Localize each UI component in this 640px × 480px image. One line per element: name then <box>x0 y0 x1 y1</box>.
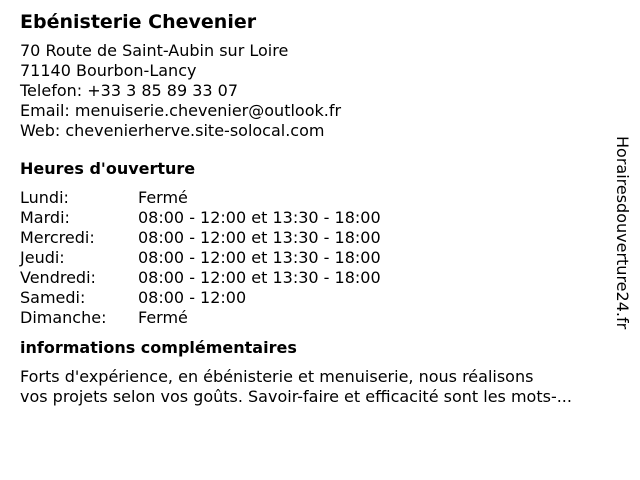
hours-row-sunday <box>20 308 381 328</box>
hours-row-monday <box>20 188 381 208</box>
day-label: Dimanche: <box>20 308 107 327</box>
hours-value: 08:00 - 12:00 <box>138 288 247 307</box>
business-card <box>20 10 620 407</box>
day-label: Lundi: <box>20 188 69 207</box>
hours-value: 08:00 - 12:00 et 13:30 - 18:00 <box>138 228 381 247</box>
hours-value: Fermé <box>138 188 188 207</box>
website-line: Web: chevenierherve.site-solocal.com <box>20 121 325 140</box>
hours-value: 08:00 - 12:00 et 13:30 - 18:00 <box>138 248 381 267</box>
hours-value: 08:00 - 12:00 et 13:30 - 18:00 <box>138 208 381 227</box>
hours-row-thursday <box>20 248 381 268</box>
description-line-2: vos projets selon vos goûts. Savoir-faire et efficacité sont les mots-... <box>20 387 572 406</box>
day-label: Jeudi: <box>20 248 65 267</box>
day-label: Vendredi: <box>20 268 96 287</box>
day-label: Mercredi: <box>20 228 95 247</box>
business-name: Ebénisterie Chevenier <box>20 11 257 33</box>
hours-value: Fermé <box>138 308 188 327</box>
opening-hours-table <box>20 188 381 328</box>
hours-row-wednesday <box>20 228 381 248</box>
hours-value: 08:00 - 12:00 et 13:30 - 18:00 <box>138 268 381 287</box>
hours-row-tuesday <box>20 208 381 228</box>
day-label: Mardi: <box>20 208 70 227</box>
day-label: Samedi: <box>20 288 86 307</box>
opening-hours-heading: Heures d'ouverture <box>20 159 196 178</box>
hours-row-friday <box>20 268 381 288</box>
email-line: Email: menuiserie.chevenier@outlook.fr <box>20 101 342 120</box>
address-city: 71140 Bourbon-Lancy <box>20 61 197 80</box>
address-street: 70 Route de Saint-Aubin sur Loire <box>20 41 289 60</box>
description-line-1: Forts d'expérience, en ébénisterie et menuiserie, nous réalisons <box>20 367 534 386</box>
site-watermark: Horairesdouverture24.fr <box>613 136 632 330</box>
additional-info-heading: informations complémentaires <box>20 338 297 357</box>
hours-row-saturday <box>20 288 381 308</box>
phone-line: Telefon: +33 3 85 89 33 07 <box>20 81 239 100</box>
